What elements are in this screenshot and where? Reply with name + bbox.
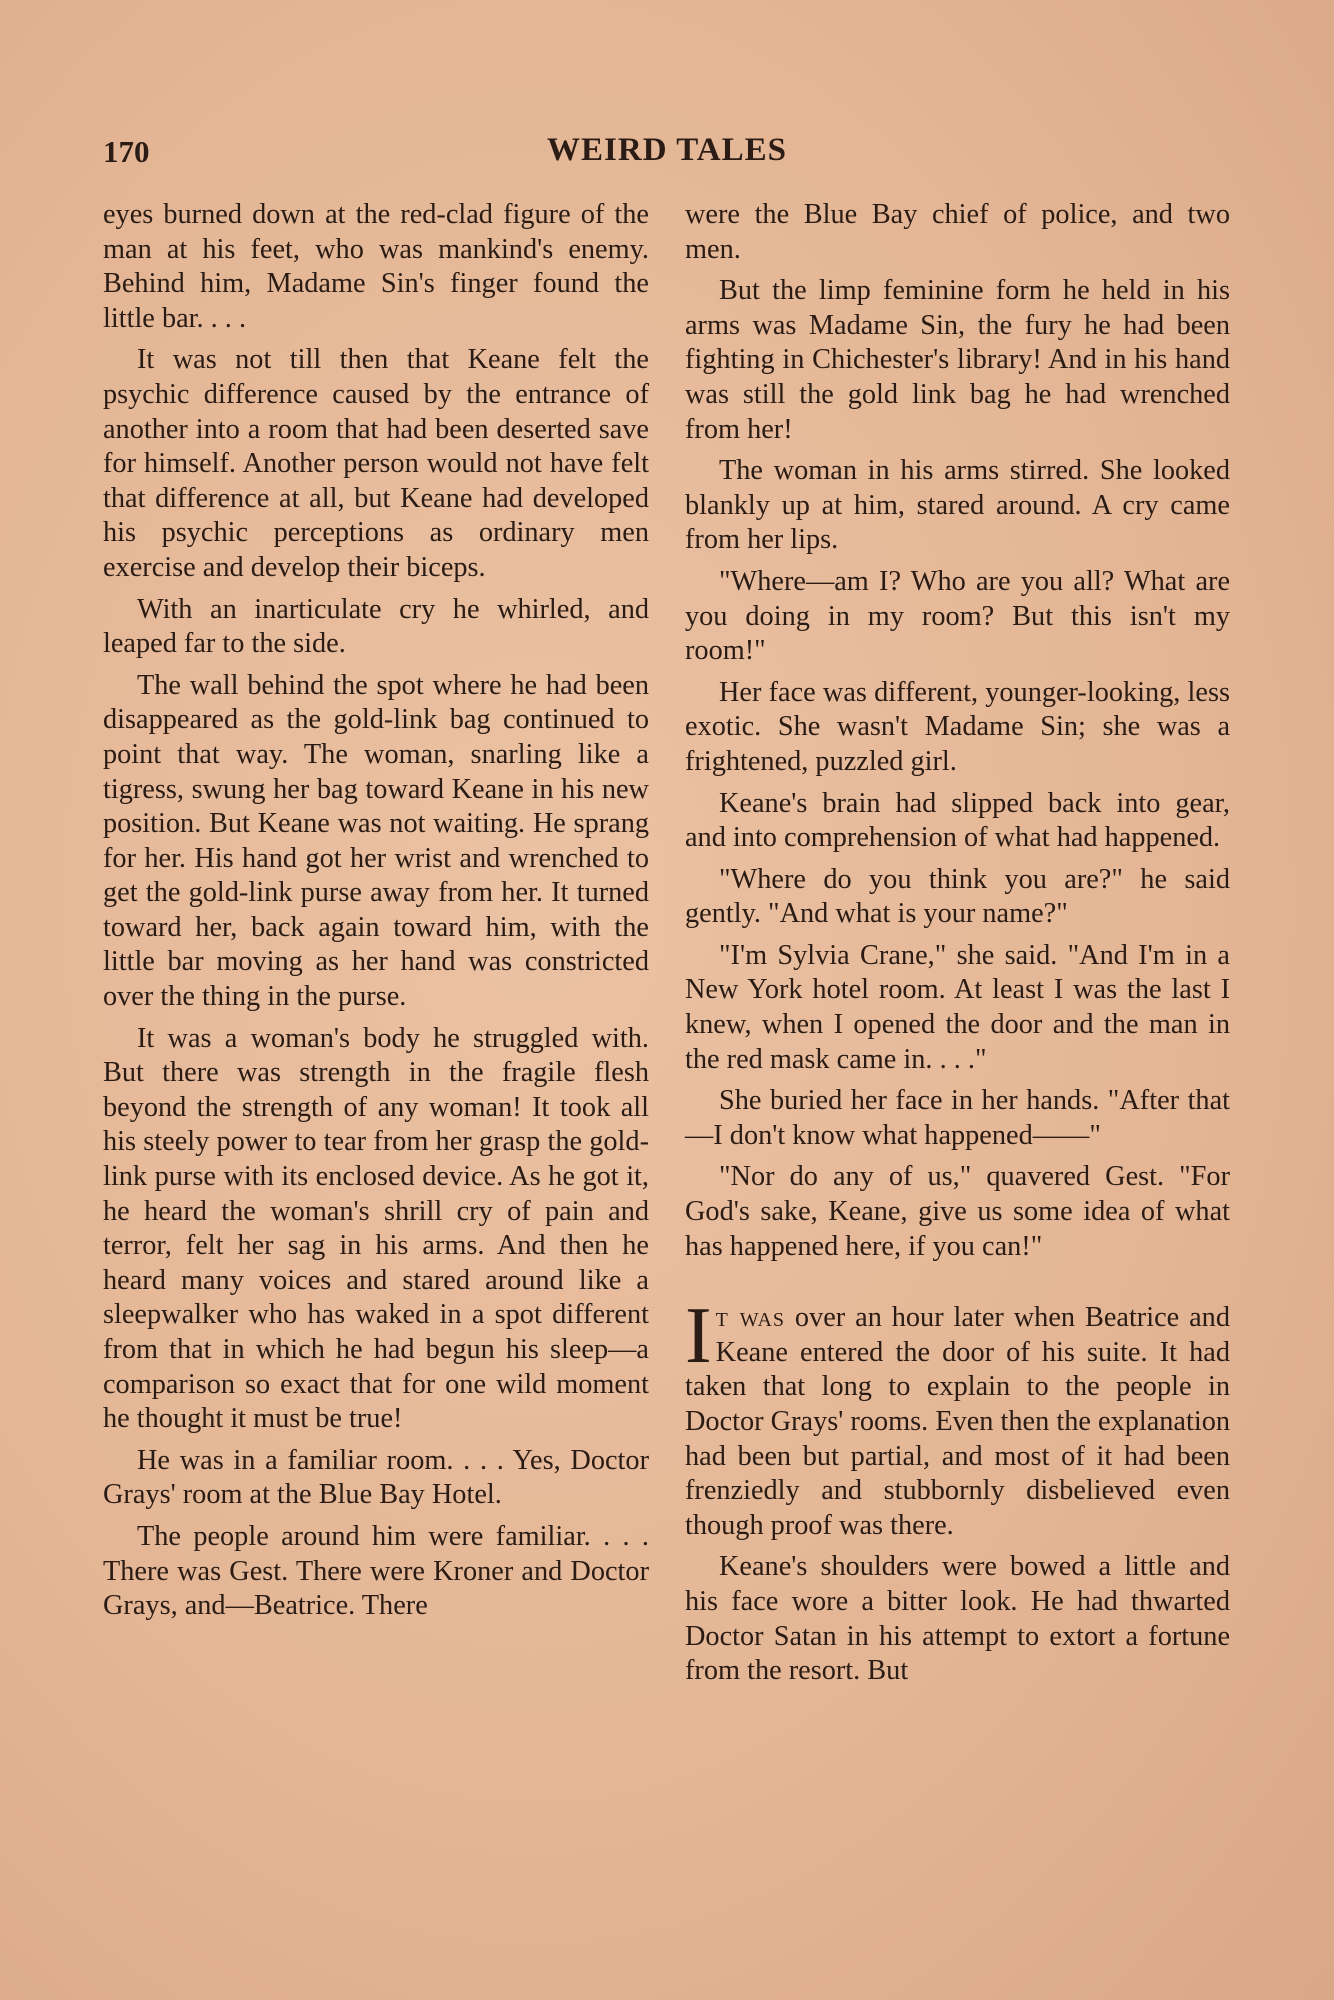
paragraph: He was in a familiar room. . . . Yes, Doctor Grays' room at the Blue Bay Hotel. (103, 1444, 649, 1511)
paragraph: The people around him were familiar. . . . There was Gest. There were Kroner and Doctor Grays, and—Beatrice. There (103, 1520, 649, 1622)
paragraph: "Where do you think you are?" he said gently. "And what is your name?" (685, 863, 1230, 930)
lead-in: t was (715, 1302, 786, 1334)
paragraph: She buried her face in her hands. "After that—I don't know what happened——" (685, 1085, 1230, 1151)
paragraph: It was a woman's body he struggled with. But there was strength in the fragile flesh beyond the strength of any woman! It took all his steely power to tear from her grasp the gold-link purse with its enclosed device. As he got it, he heard the woman's shrill cry of pain and terror, felt her sag in his arms. And then he heard many voices and stared around like a sleepwalker who has waked in a spot different from that in which he had begun his sleep—a comparison so exact that for one wild moment he thought it must be true! (103, 1022, 649, 1435)
right-column (685, 198, 1230, 1696)
page-header (0, 128, 1334, 178)
paragraph: With an inarticulate cry he whirled, and leaped far to the side. (103, 593, 649, 660)
paragraph: were the Blue Bay chief of police, and two men. (685, 199, 1230, 265)
section-opening-paragraph (685, 1292, 1230, 1543)
paragraph: Keane's brain had slipped back into gear, and into comprehension of what had happened. (685, 787, 1230, 854)
paragraph: "Nor do any of us," quavered Gest. "For God's sake, Keane, give us some idea of what has happened here, if you can!" (685, 1161, 1230, 1262)
running-title: WEIRD TALES (547, 132, 787, 168)
paragraph: The wall behind the spot where he had been disappeared as the gold-link bag continued to point that way. The woman, snarling like a tigress, swung her bag toward Keane in his new position. But Keane was not waiting. He sprang for her. His hand got her wrist and wrenched to get the gold-link purse away from her. It turned toward her, back again toward him, with the little bar moving as her hand was constricted over the thing in the purse. (103, 669, 649, 1013)
page-number: 170 (103, 134, 150, 169)
paragraph: eyes burned down at the red-clad figure of the man at his feet, who was mankind's enemy. Behind him, Madame Sin's finger found the little bar. . . . (103, 199, 649, 334)
drop-cap: I (685, 1292, 712, 1381)
paragraph: It was not till then that Keane felt the psychic difference caused by the entrance of another into a room that had been deserted save for himself. Another person would not have felt that difference at all, but Keane had developed his psychic perceptions as ordinary men exercise and develop their biceps. (103, 344, 649, 583)
paragraph: "I'm Sylvia Crane," she said. "And I'm in a New York hotel room. At least I was the last I knew, when I opened the door and the man in the red mask came in. . . ." (685, 939, 1230, 1075)
section-text: over an hour later when Beatrice and Keane entered the door of his suite. It had taken that long to explain to the people in Doctor Grays' rooms. Even then the explanation had been but partial, and most of it had been frenziedly and stubbornly disbelieved even though proof was there. (685, 1302, 1230, 1541)
paragraph: "Where—am I? Who are you all? What are you doing in my room? But this isn't my room!" (685, 565, 1230, 667)
paragraph: Keane's shoulders were bowed a little and his face wore a bitter look. He had thwarted Doctor Satan in his attempt to extort a fortune from the resort. But (685, 1551, 1230, 1687)
paragraph: But the limp feminine form he held in his arms was Madame Sin, the fury he had been fighting in Chichester's library! And in his hand was still the gold link bag he had wrenched from her! (685, 275, 1230, 445)
left-column (103, 198, 649, 1631)
paragraph: The woman in his arms stirred. She looked blankly up at him, stared around. A cry came from her lips. (685, 455, 1230, 556)
paragraph: Her face was different, younger-looking, less exotic. She wasn't Madame Sin; she was a frightened, puzzled girl. (685, 676, 1230, 777)
